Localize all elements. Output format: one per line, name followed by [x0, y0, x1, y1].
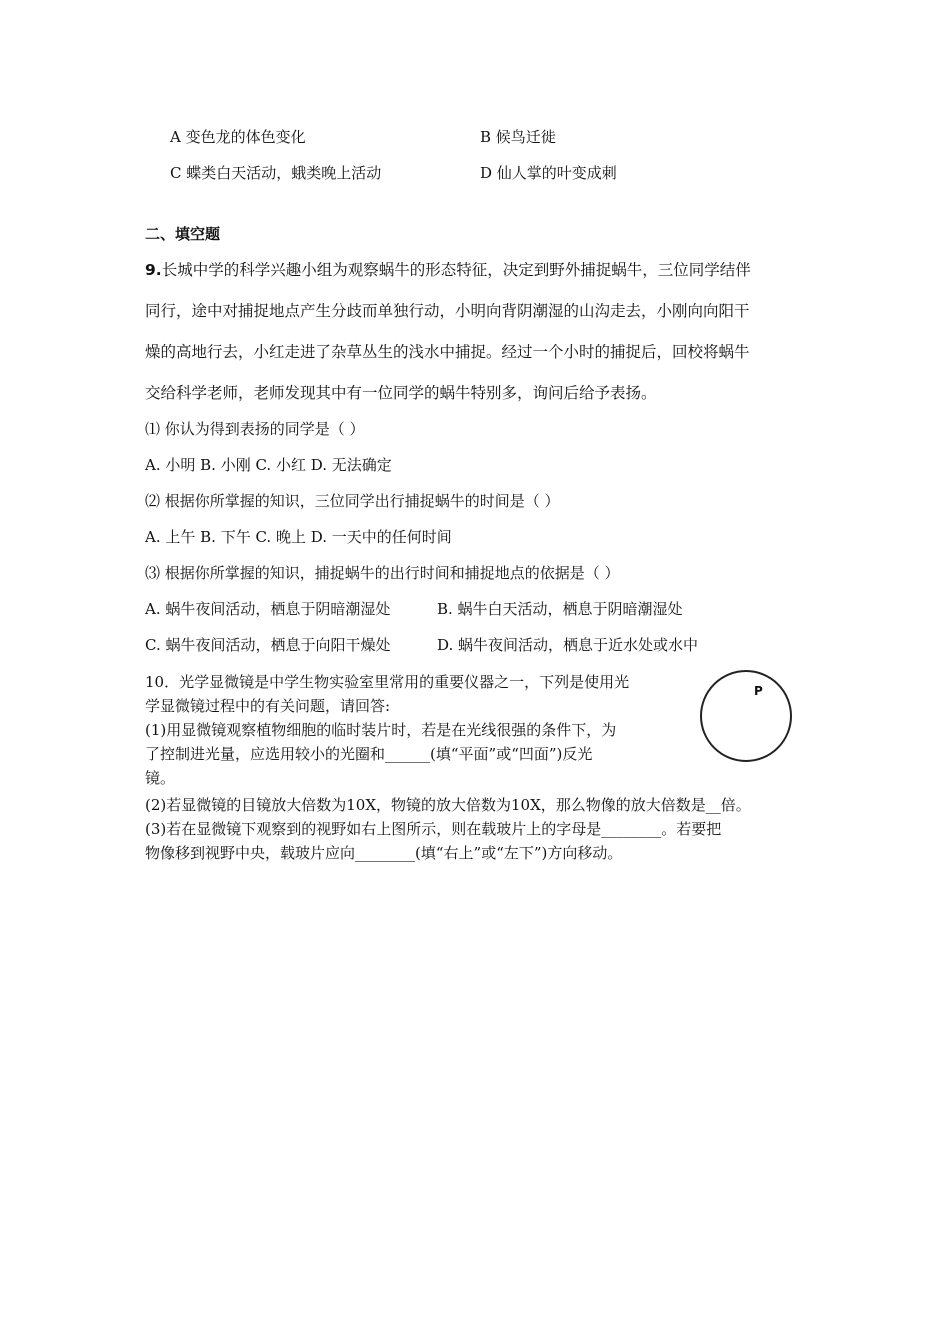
- q10-line: (1)用显微镜观察植物细胞的临时装片时，若是在光线很强的条件下，为: [145, 721, 617, 739]
- q9-sub2: ⑵ 根据你所掌握的知识，三位同学出行捕捉蜗牛的时间是（ ）: [145, 492, 560, 510]
- q10-line: 物像移到视野中央，载玻片应向________(填“右上”或“左下”)方向移动。: [145, 844, 623, 862]
- q9-sub1: ⑴ 你认为得到表扬的同学是（ ）: [145, 420, 365, 438]
- q10-line: 镜。: [145, 769, 176, 787]
- q9-sub3: ⑶ 根据你所掌握的知识，捕捉蜗牛的出行时间和捕捉地点的依据是（ ）: [145, 564, 620, 582]
- q9-sub2-options: A. 上午 B. 下午 C. 晚上 D. 一天中的任何时间: [145, 528, 452, 546]
- q9-sub3-option-a: A. 蜗牛夜间活动，栖息于阴暗潮湿处: [145, 600, 391, 618]
- q9-sub3-option-b: B. 蜗牛白天活动，栖息于阴暗潮湿处: [437, 600, 683, 618]
- q10-line: 10．光学显微镜是中学生物实验室里常用的重要仪器之一，下列是使用光: [145, 673, 630, 691]
- q9-sub3-option-c: C. 蜗牛夜间活动，栖息于向阳干燥处: [145, 636, 391, 654]
- option-c: C 蝶类白天活动，蛾类晚上活动: [170, 164, 382, 182]
- q9-stem-line: 燥的高地行去，小红走进了杂草丛生的浅水中捕捉。经过一个小时的捕捉后，回校将蜗牛: [145, 343, 750, 361]
- q10-line: 了控制进光量，应选用较小的光圈和______(填“平面”或“凹面”)反光: [145, 745, 593, 763]
- q10-line: (2)若显微镜的目镜放大倍数为10X，物镜的放大倍数为10X，那么物像的放大倍数是__倍。: [145, 796, 751, 814]
- figure-letter: P: [754, 684, 763, 698]
- q10-line: (3)若在显微镜下观察到的视野如右上图所示，则在载玻片上的字母是________。若要把: [145, 820, 722, 838]
- q9-sub1-options: A. 小明 B. 小刚 C. 小红 D. 无法确定: [145, 456, 392, 474]
- option-a: A 变色龙的体色变化: [170, 128, 306, 146]
- option-d: D 仙人掌的叶变成刺: [480, 164, 617, 182]
- q9-stem-line: 长城中学的科学兴趣小组为观察蜗牛的形态特征，决定到野外捕捉蜗牛，三位同学结伴: [161, 261, 751, 279]
- microscope-view-figure: [700, 670, 792, 762]
- q9-stem-line: 同行，途中对捕捉地点产生分歧而单独行动，小明向背阴潮湿的山沟走去，小刚向向阳干: [145, 302, 750, 320]
- q10-line: 学显微镜过程中的有关问题，请回答:: [145, 697, 391, 715]
- option-b: B 候鸟迁徙: [480, 128, 556, 146]
- q9-number: 9.: [145, 261, 162, 279]
- q9-line-1: [145, 260, 751, 280]
- section-title: 二、填空题: [145, 225, 221, 243]
- q9-sub3-option-d: D. 蜗牛夜间活动，栖息于近水处或水中: [437, 636, 699, 654]
- q9-stem-line: 交给科学老师，老师发现其中有一位同学的蜗牛特别多，询问后给予表扬。: [145, 384, 657, 402]
